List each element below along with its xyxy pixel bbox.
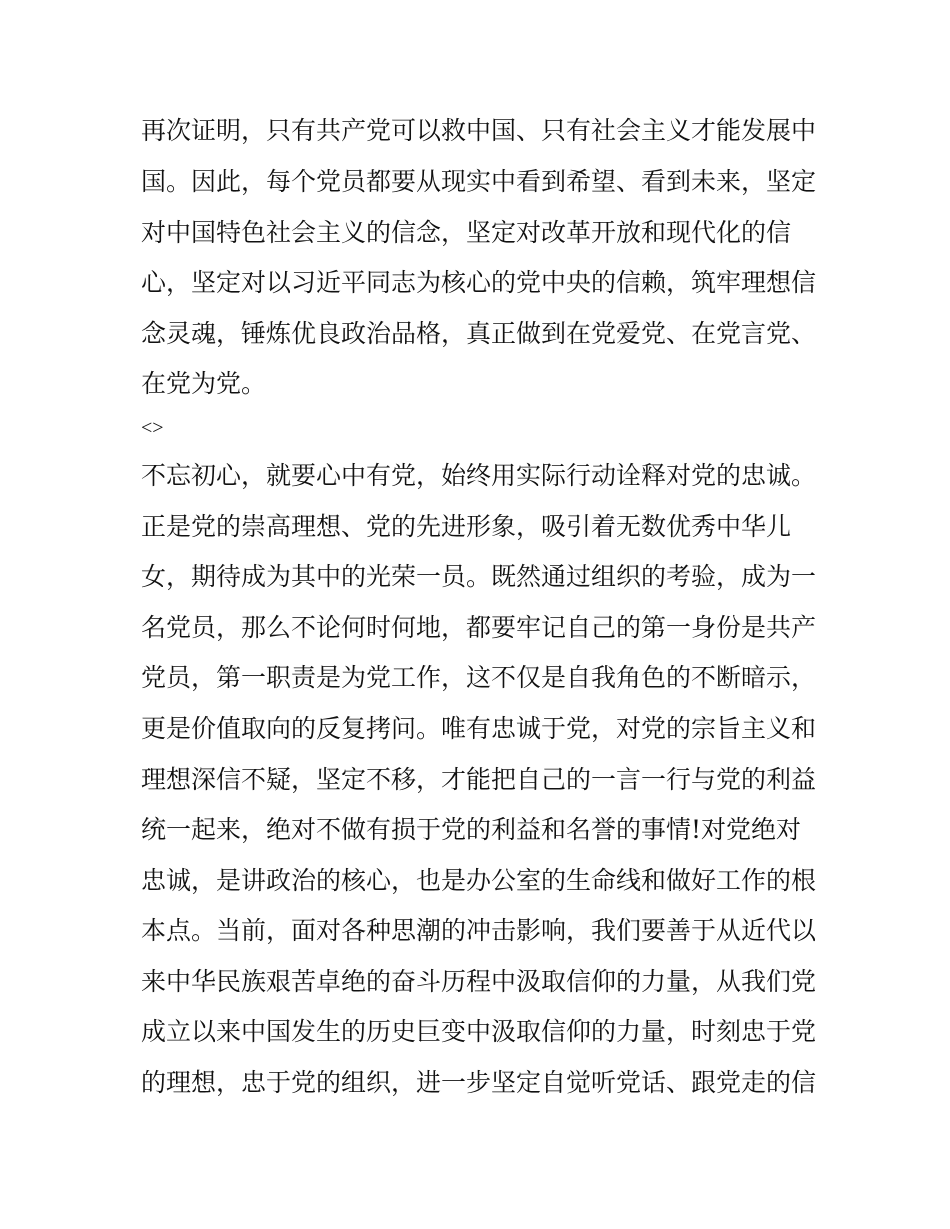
section-marker: <> (141, 417, 164, 439)
paragraph-2-line-4: 名党员，那么不论何时何地，都要牢记自己的第一身份是共产 (141, 613, 817, 642)
paragraph-1-line-1: 再次证明，只有共产党可以救中国、只有社会主义才能发展中 (141, 116, 817, 145)
paragraph-1-line-3: 对中国特色社会主义的信念，坚定对改革开放和现代化的信 (141, 218, 792, 247)
paragraph-1-line-6: 在党为党。 (141, 369, 267, 398)
paragraph-1-line-5: 念灵魂，锤炼优良政治品格，真正做到在党爱党、在党言党、 (141, 319, 817, 348)
paragraph-1-line-2: 国。因此，每个党员都要从现实中看到希望、看到未来，坚定 (141, 167, 817, 196)
paragraph-2-line-5: 党员，第一职责是为党工作，这不仅是自我角色的不断暗示， (141, 663, 817, 692)
paragraph-2-line-9: 忠诚，是讲政治的核心，也是办公室的生命线和做好工作的根 (141, 866, 817, 895)
paragraph-2-line-12: 成立以来中国发生的历史巨变中汲取信仰的力量，时刻忠于党 (141, 1017, 817, 1046)
paragraph-2-line-13: 的理想，忠于党的组织，进一步坚定自觉听党话、跟党走的信 (141, 1068, 817, 1097)
paragraph-2-line-10: 本点。当前，面对各种思潮的冲击影响，我们要善于从近代以 (141, 916, 817, 945)
paragraph-2-line-7: 理想深信不疑，坚定不移，才能把自己的一言一行与党的利益 (141, 765, 817, 794)
paragraph-2-line-11: 来中华民族艰苦卓绝的奋斗历程中汲取信仰的力量，从我们党 (141, 967, 817, 996)
paragraph-2-line-6: 更是价值取向的反复拷问。唯有忠诚于党，对党的宗旨主义和 (141, 714, 817, 743)
paragraph-2-line-3: 女，期待成为其中的光荣一员。既然通过组织的考验，成为一 (141, 562, 817, 591)
paragraph-2-line-1: 不忘初心，就要心中有党，始终用实际行动诠释对党的忠诚。 (141, 461, 817, 490)
paragraph-2-line-8: 统一起来，绝对不做有损于党的利益和名誉的事情!对党绝对 (141, 815, 802, 844)
paragraph-1-line-4: 心，坚定对以习近平同志为核心的党中央的信赖，筑牢理想信 (141, 268, 817, 297)
paragraph-2-line-2: 正是党的崇高理想、党的先进形象，吸引着无数优秀中华儿 (141, 512, 792, 541)
